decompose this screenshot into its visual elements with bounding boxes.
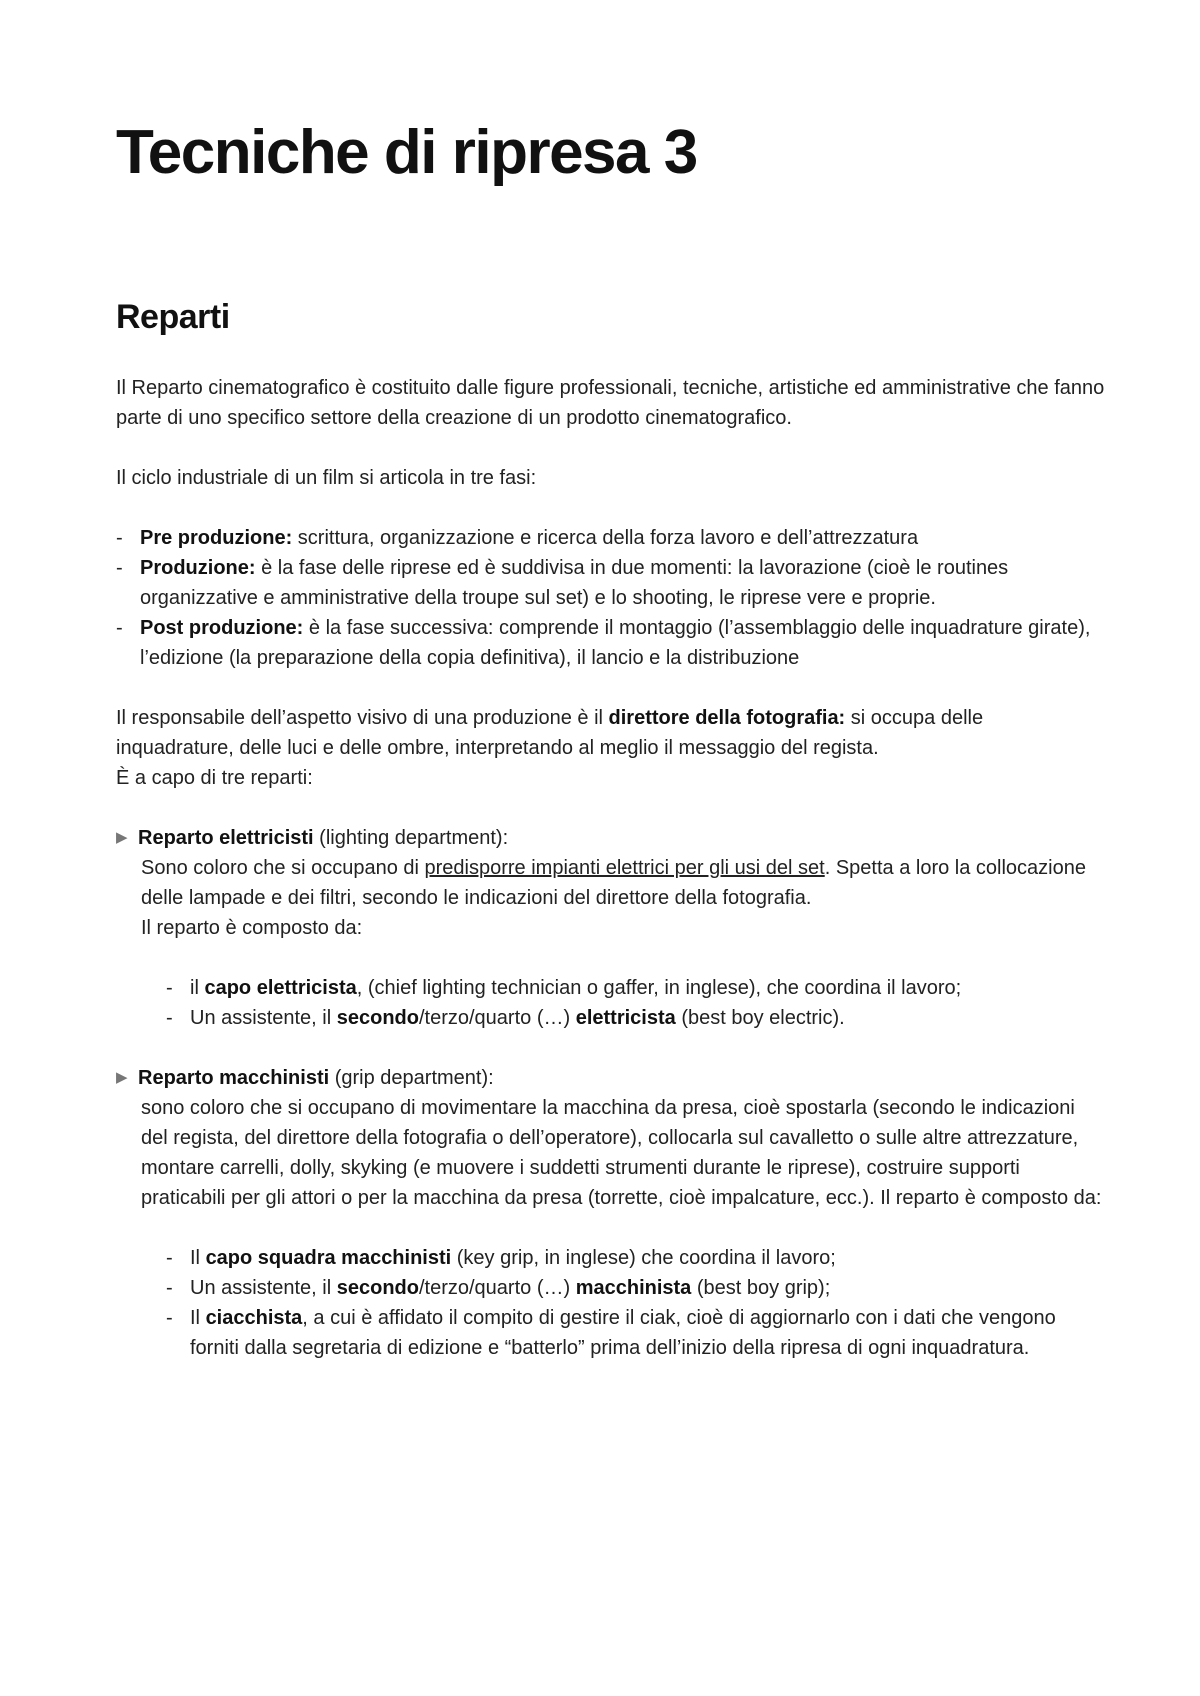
item-text: (best boy grip); — [691, 1277, 831, 1299]
section-heading-reparti: Reparti — [116, 298, 230, 336]
item-text: , (chief lighting technician o gaffer, in inglese), che coordina il lavoro; — [356, 977, 962, 999]
item-bold: macchinista — [575, 1277, 692, 1299]
desc-post: . Spetta a loro la collocazione delle lampade e dei filtri, secondo le indicazioni del direttore della fotografia. — [141, 857, 1086, 909]
dop-text-pre: Il responsabile dell’aspetto visivo di una produzione è il — [116, 707, 609, 729]
dept-elettricisti — [116, 823, 1106, 1033]
phase-text: scrittura, organizzazione e ricerca della forza lavoro e dell’attrezzatura — [292, 527, 919, 549]
document-body — [116, 373, 1106, 1363]
dash-bullet: - — [166, 1247, 173, 1269]
dash-bullet: - — [166, 1307, 173, 1329]
dash-bullet: - — [166, 1007, 173, 1029]
dash-bullet: - — [166, 977, 173, 999]
list-item-pre-produzione — [116, 523, 1106, 553]
item-text: Un assistente, il — [190, 1007, 337, 1029]
item-bold: ciacchista — [205, 1307, 303, 1329]
dept-macchinisti — [116, 1063, 1106, 1363]
dept-name: Reparto macchinisti — [138, 1067, 330, 1089]
list-item — [166, 1243, 1106, 1273]
item-text: /terzo/quarto (…) — [418, 1007, 576, 1029]
list-item-post-produzione — [116, 613, 1106, 673]
dept-name: Reparto elettricisti — [138, 827, 314, 849]
page-title: Tecniche di ripresa 3 — [116, 118, 697, 187]
phase-text: è la fase successiva: comprende il montaggio (l’assemblaggio delle inquadrature girate), l’edizione (la preparazione della copia definitiva), il lancio e la distribuzione — [140, 617, 1091, 669]
item-bold: secondo — [336, 1277, 419, 1299]
dop-term: direttore della fotografia: — [608, 707, 846, 729]
dept-members-list — [141, 1243, 1106, 1363]
dept-name-suffix: (grip department): — [329, 1067, 494, 1089]
list-item — [166, 1003, 1106, 1033]
dop-reparti-line: È a capo di tre reparti: — [116, 767, 313, 789]
dept-members-list — [141, 973, 1106, 1033]
item-text: , a cui è affidato il compito di gestire il ciak, cioè di aggiornarlo con i dati che vengono forniti dalla segretaria di edizione e “batterlo” prima dell’inizio della ripresa di ogni inquadratura. — [190, 1307, 1056, 1359]
phase-term: Pre produzione: — [140, 527, 293, 549]
list-item — [166, 1303, 1106, 1363]
list-item — [166, 1273, 1106, 1303]
desc-pre: Sono coloro che si occupano di — [141, 857, 425, 879]
dop-text-post: si occupa delle inquadrature, delle luci e delle ombre, interpretando al meglio il messaggio del regista. — [116, 707, 984, 759]
phases-list — [116, 523, 1106, 673]
dash-bullet: - — [166, 1277, 173, 1299]
item-bold: capo squadra macchinisti — [205, 1247, 452, 1269]
dept-description: sono coloro che si occupano di movimentare la macchina da presa, cioè spostarla (secondo le indicazioni del regista, del direttore della fotografia o dell’operatore), collocarla sul cavalletto o sulle altre attrezzature, montare carrelli, dolly, skyking (e muovere i suddetti strumenti durante le riprese), costruire supporti praticabili per gli attori o per la macchina da presa (torrette, cioè impalcature, ecc.). Il reparto è composto da: — [141, 1097, 1102, 1209]
item-text: Il — [190, 1247, 206, 1269]
item-text: /terzo/quarto (…) — [418, 1277, 576, 1299]
list-item — [166, 973, 1106, 1003]
item-text: il — [190, 977, 205, 999]
dept-name-suffix: (lighting department): — [313, 827, 509, 849]
dash-bullet: - — [116, 527, 123, 549]
item-bold: capo elettricista — [204, 977, 357, 999]
item-bold: secondo — [336, 1007, 419, 1029]
item-text: (best boy electric). — [675, 1007, 845, 1029]
dash-bullet: - — [116, 617, 123, 639]
cycle-paragraph: Il ciclo industriale di un film si articola in tre fasi: — [116, 467, 537, 489]
item-bold: elettricista — [575, 1007, 676, 1029]
dept-heading — [138, 823, 1106, 853]
dop-paragraph — [116, 703, 1106, 763]
phase-text: è la fase delle riprese ed è suddivisa in due momenti: la lavorazione (cioè le routines organizzative e amministrative della troupe sul set) e lo shooting, le riprese vere e proprie. — [140, 557, 1009, 609]
item-text: (key grip, in inglese) che coordina il lavoro; — [451, 1247, 836, 1269]
triangle-bullet-icon: ▶ — [116, 1069, 128, 1086]
phase-term: Post produzione: — [140, 617, 304, 639]
dept-composed: Il reparto è composto da: — [141, 917, 363, 939]
intro-paragraph: Il Reparto cinematografico è costituito dalle figure professionali, tecniche, artistiche ed amministrative che fanno parte di uno specifico settore della creazione di un prodotto cinematografico. — [116, 377, 1105, 429]
phase-term: Produzione: — [140, 557, 256, 579]
dept-heading — [138, 1063, 1106, 1093]
underlined-text: predisporre impianti elettrici per gli usi del set — [424, 857, 825, 879]
item-text: Il — [190, 1307, 206, 1329]
dept-description — [141, 853, 1106, 913]
item-text: Un assistente, il — [190, 1277, 337, 1299]
dash-bullet: - — [116, 557, 123, 579]
triangle-bullet-icon: ▶ — [116, 829, 128, 846]
list-item-produzione — [116, 553, 1106, 613]
